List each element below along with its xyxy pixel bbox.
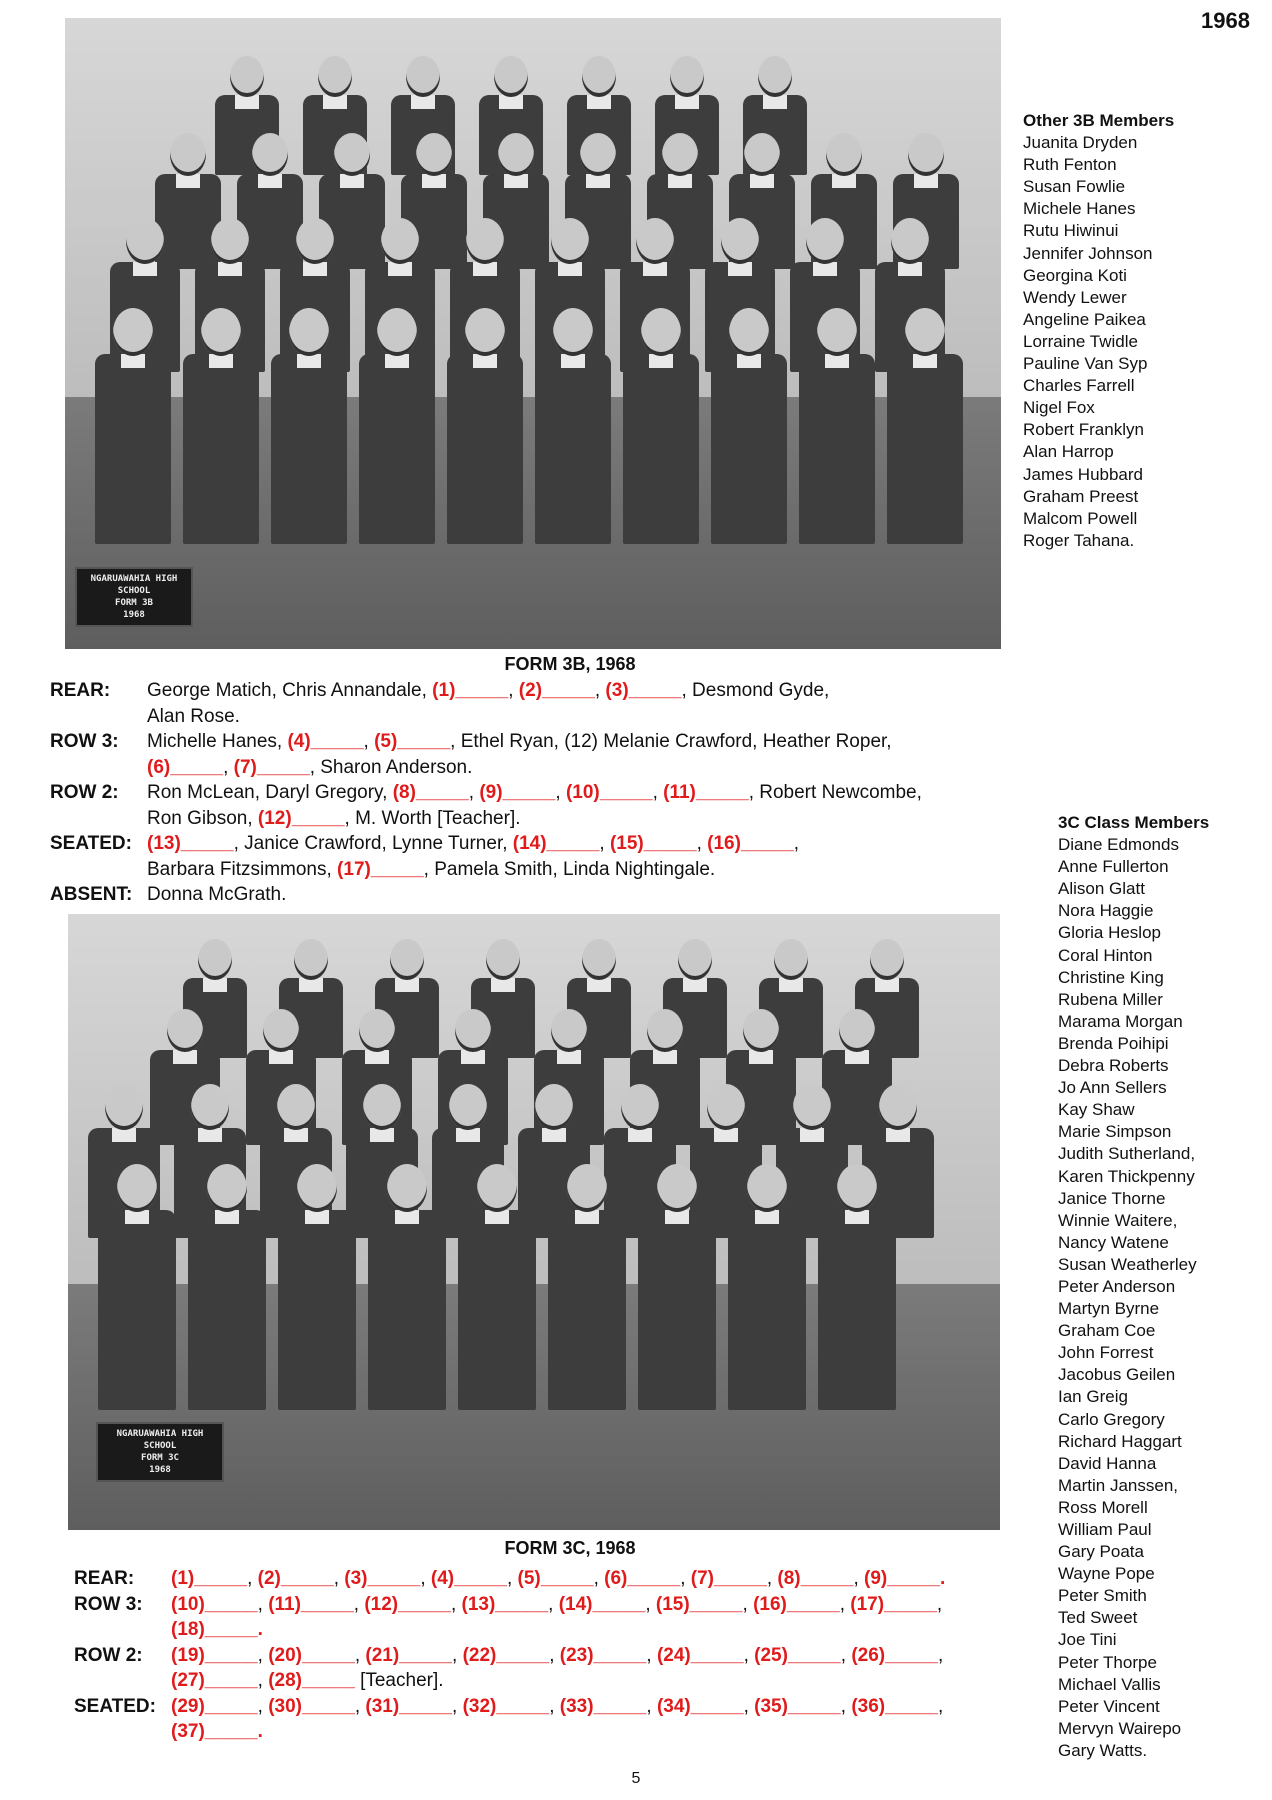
member-name: Jo Ann Sellers <box>1058 1078 1167 1098</box>
legend-text: , <box>743 1695 755 1717</box>
unknown-placeholder: (3)_____ <box>344 1568 421 1589</box>
other-3b-members-header: Other 3B Members <box>1023 111 1175 130</box>
legend-text: , <box>696 833 708 854</box>
legend-text: , <box>257 1695 269 1717</box>
unknown-placeholder: (13)_____ <box>461 1593 549 1615</box>
form-3b-legend <box>50 678 1010 908</box>
member-name: Christine King <box>1058 967 1164 987</box>
member-name: Nora Haggie <box>1058 901 1154 921</box>
legend-text: , <box>594 680 606 701</box>
member-name: Ruth Fenton <box>1023 155 1117 175</box>
legend-text: , <box>937 1695 944 1717</box>
legend-text: , <box>354 1695 366 1717</box>
unknown-placeholder: (22)_____ <box>462 1644 550 1666</box>
form-3c-legend <box>74 1566 1034 1745</box>
legend-text: , Robert Newcombe, <box>748 782 922 803</box>
member-name: David Hanna <box>1058 1453 1157 1473</box>
member-name: Jacobus Geilen <box>1058 1365 1176 1385</box>
unknown-placeholder: (16)_____ <box>753 1593 840 1615</box>
legend-text: Donna McGrath. <box>147 884 287 905</box>
unknown-placeholder: (15)_____ <box>609 833 697 854</box>
legend-text: , <box>599 833 610 854</box>
legend-text: , <box>793 833 800 854</box>
legend-line <box>147 729 1010 755</box>
legend-text: Michelle Hanes, <box>147 731 288 752</box>
legend-row-label: REAR: <box>50 680 111 701</box>
legend-text: Ron McLean, Daryl Gregory, <box>147 782 393 803</box>
member-name: Wayne Pope <box>1058 1564 1155 1584</box>
legend-text: , <box>548 1593 559 1615</box>
legend-row <box>50 831 1010 882</box>
legend-row <box>50 882 1010 908</box>
legend-line <box>147 704 1010 730</box>
legend-row <box>50 729 1010 780</box>
member-name: Gary Poata <box>1058 1542 1144 1562</box>
unknown-placeholder: (13)_____ <box>147 833 234 854</box>
unknown-placeholder: (6)_____ <box>604 1568 681 1589</box>
legend-text: , <box>450 1593 462 1615</box>
unknown-placeholder: (14)_____ <box>558 1593 646 1615</box>
unknown-placeholder: (17)_____ <box>337 858 424 880</box>
legend-row <box>74 1592 1034 1643</box>
unknown-placeholder: (6)_____ <box>147 756 224 778</box>
unknown-placeholder: (2)_____ <box>257 1568 334 1589</box>
legend-text: , <box>257 1670 269 1691</box>
member-name: Peter Vincent <box>1058 1696 1160 1716</box>
unknown-placeholder: (11)_____ <box>663 782 749 803</box>
unknown-placeholder: (36)_____ <box>851 1695 938 1717</box>
legend-text: , Pamela Smith, Linda Nightingale. <box>423 858 716 880</box>
unknown-placeholder: (9)_____ <box>479 782 556 803</box>
form-3c-title: FORM 3C, 1968 <box>504 1538 636 1558</box>
legend-text: , <box>420 1568 431 1589</box>
legend-line <box>147 780 1010 806</box>
member-name: Susan Weatherley <box>1058 1254 1197 1274</box>
legend-text: Alan Rose. <box>147 705 240 727</box>
member-name: Peter Anderson <box>1058 1276 1176 1296</box>
legend-text: , <box>937 1644 944 1666</box>
unknown-placeholder: (12)_____ <box>364 1593 451 1615</box>
member-name: Marama Morgan <box>1058 1011 1183 1031</box>
legend-row <box>50 780 1010 831</box>
unknown-placeholder: (2)_____ <box>518 680 595 701</box>
member-name: Nigel Fox <box>1023 398 1095 418</box>
unknown-placeholder: (11)_____ <box>268 1593 354 1615</box>
member-name: Graham Coe <box>1058 1321 1156 1341</box>
form-3b-title: FORM 3B, 1968 <box>504 654 636 674</box>
member-name: Angeline Paikea <box>1023 309 1146 329</box>
legend-line <box>171 1694 1034 1720</box>
unknown-placeholder: (21)_____ <box>365 1644 452 1666</box>
unknown-placeholder: (20)_____ <box>268 1644 355 1666</box>
unknown-placeholder: (33)_____ <box>559 1695 647 1717</box>
unknown-placeholder: (8)_____ <box>392 782 469 803</box>
legend-text: George Matich, Chris Annandale, <box>147 680 433 701</box>
member-name: Anne Fullerton <box>1058 857 1169 877</box>
other-3b-members-list <box>1023 110 1174 552</box>
unknown-placeholder: (30)_____ <box>268 1695 355 1717</box>
legend-line <box>171 1719 1034 1745</box>
member-name: John Forrest <box>1058 1343 1154 1363</box>
3c-class-members-header: 3C Class Members <box>1058 813 1210 832</box>
legend-row <box>50 678 1010 729</box>
unknown-placeholder: (4)_____ <box>430 1568 507 1589</box>
legend-text: , <box>363 731 375 752</box>
legend-row-label: SEATED: <box>50 833 132 854</box>
member-name: Judith Sutherland, <box>1058 1144 1196 1164</box>
unknown-placeholder: (25)_____ <box>754 1644 841 1666</box>
legend-text: , <box>549 1644 560 1666</box>
legend-text: , <box>333 1568 345 1589</box>
legend-text: , <box>506 1568 518 1589</box>
legend-text: , Desmond Gyde, <box>681 680 830 701</box>
legend-text: , <box>257 1644 269 1666</box>
legend-text: , <box>680 1568 691 1589</box>
legend-text: , <box>223 756 234 778</box>
legend-text: , <box>549 1695 560 1717</box>
legend-row <box>74 1694 1034 1745</box>
3c-class-members-list <box>1058 812 1209 1762</box>
member-name: Pauline Van Syp <box>1023 354 1148 374</box>
form-3c-photo <box>68 914 1000 1530</box>
legend-line <box>147 806 1010 832</box>
unknown-placeholder: (35)_____ <box>754 1695 841 1717</box>
legend-row-label: ROW 2: <box>50 782 119 803</box>
legend-row-label: REAR: <box>74 1568 135 1589</box>
legend-line <box>171 1566 1034 1592</box>
legend-text: , <box>452 1695 463 1717</box>
member-name: Brenda Poihipi <box>1058 1033 1169 1053</box>
legend-text: , <box>646 1644 657 1666</box>
member-name: Alan Harrop <box>1023 442 1114 462</box>
member-name: Jennifer Johnson <box>1023 243 1153 263</box>
member-name: Janice Thorne <box>1058 1188 1166 1208</box>
member-name: Mervyn Wairepo <box>1058 1718 1182 1738</box>
unknown-placeholder: (18)_____. <box>171 1619 263 1640</box>
form-3c-sign: NGARUAWAHIA HIGH SCHOOL FORM 3C 1968 <box>96 1422 224 1482</box>
member-name: Debra Roberts <box>1058 1056 1169 1076</box>
legend-line <box>147 678 1010 704</box>
member-name: Rutu Hiwinui <box>1023 221 1119 241</box>
unknown-placeholder: (5)_____ <box>374 731 451 752</box>
unknown-placeholder: (16)_____ <box>707 833 794 854</box>
legend-text: , <box>840 1644 852 1666</box>
member-name: Diane Edmonds <box>1058 835 1179 855</box>
legend-text: , <box>840 1695 852 1717</box>
legend-text: , <box>742 1593 754 1615</box>
legend-line <box>147 857 1010 883</box>
legend-text: , <box>452 1644 463 1666</box>
legend-text: , <box>257 1593 269 1615</box>
unknown-placeholder: (27)_____ <box>171 1670 258 1691</box>
legend-text: , <box>555 782 566 803</box>
legend-text: , <box>468 782 480 803</box>
member-name: Gloria Heslop <box>1058 923 1161 943</box>
legend-text: , <box>652 782 664 803</box>
unknown-placeholder: (28)_____ <box>268 1670 355 1691</box>
unknown-placeholder: (17)_____ <box>850 1593 937 1615</box>
unknown-placeholder: (37)_____. <box>171 1721 263 1742</box>
unknown-placeholder: (34)_____ <box>656 1695 744 1717</box>
member-name: Ted Sweet <box>1058 1608 1138 1628</box>
unknown-placeholder: (10)_____ <box>171 1593 258 1615</box>
member-name: Coral Hinton <box>1058 945 1153 965</box>
legend-text: , <box>839 1593 851 1615</box>
legend-text: Barbara Fitzsimmons, <box>147 858 338 880</box>
legend-line <box>171 1668 1034 1694</box>
member-name: Robert Franklyn <box>1023 420 1144 440</box>
legend-row-label: ROW 2: <box>74 1644 143 1666</box>
member-name: Richard Haggart <box>1058 1431 1182 1451</box>
member-name: Juanita Dryden <box>1023 133 1138 153</box>
unknown-placeholder: (3)_____ <box>605 680 682 701</box>
unknown-placeholder: (9)_____. <box>864 1568 946 1589</box>
member-name: Karen Thickpenny <box>1058 1166 1195 1186</box>
unknown-placeholder: (1)_____ <box>171 1568 248 1589</box>
legend-text: , Janice Crawford, Lynne Turner, <box>233 833 513 854</box>
legend-text: , Sharon Anderson. <box>309 756 473 778</box>
legend-text: , <box>646 1695 657 1717</box>
form-3b-photo <box>65 18 1001 649</box>
legend-text: , <box>936 1593 943 1615</box>
legend-text: , <box>853 1568 864 1589</box>
member-name: Nancy Watene <box>1058 1232 1169 1252</box>
member-name: Alison Glatt <box>1058 879 1145 899</box>
unknown-placeholder: (7)_____ <box>233 756 310 778</box>
legend-text: Ron Gibson, <box>147 807 258 829</box>
unknown-placeholder: (5)_____ <box>517 1568 594 1589</box>
member-name: Graham Preest <box>1023 486 1139 506</box>
legend-text: , <box>743 1644 755 1666</box>
legend-line <box>147 882 1010 908</box>
page-year: 1968 <box>1201 8 1250 33</box>
member-name: James Hubbard <box>1023 464 1144 484</box>
member-name: Winnie Waitere, <box>1058 1210 1178 1230</box>
page-number: 5 <box>631 1770 641 1787</box>
legend-row-label: ROW 3: <box>50 731 119 752</box>
legend-line <box>147 831 1010 857</box>
legend-text: , <box>645 1593 656 1615</box>
legend-row <box>74 1643 1034 1694</box>
member-name: Martin Janssen, <box>1058 1475 1178 1495</box>
member-name: Michael Vallis <box>1058 1674 1161 1694</box>
legend-row <box>74 1566 1034 1592</box>
unknown-placeholder: (19)_____ <box>171 1644 258 1666</box>
legend-text: , <box>354 1644 366 1666</box>
member-name: Ross Morell <box>1058 1497 1148 1517</box>
legend-line <box>171 1617 1034 1643</box>
unknown-placeholder: (14)_____ <box>512 833 600 854</box>
member-name: Susan Fowlie <box>1023 177 1126 197</box>
unknown-placeholder: (15)_____ <box>655 1593 743 1615</box>
member-name: Peter Smith <box>1058 1586 1147 1606</box>
unknown-placeholder: (26)_____ <box>851 1644 938 1666</box>
member-name: Malcom Powell <box>1023 508 1138 528</box>
legend-text: , <box>593 1568 605 1589</box>
member-name: Georgina Koti <box>1023 265 1127 285</box>
member-name: Peter Thorpe <box>1058 1652 1157 1672</box>
unknown-placeholder: (31)_____ <box>365 1695 452 1717</box>
member-name: Rubena Miller <box>1058 989 1163 1009</box>
unknown-placeholder: (12)_____ <box>257 807 345 829</box>
unknown-placeholder: (23)_____ <box>559 1644 647 1666</box>
unknown-placeholder: (29)_____ <box>171 1695 258 1717</box>
legend-line <box>171 1643 1034 1669</box>
member-name: Roger Tahana. <box>1023 530 1135 550</box>
member-name: Michele Hanes <box>1023 199 1136 219</box>
legend-line <box>147 755 1010 781</box>
legend-line <box>171 1592 1034 1618</box>
member-name: Lorraine Twidle <box>1023 331 1138 351</box>
legend-text: , Ethel Ryan, (12) Melanie Crawford, Heather Roper, <box>450 731 892 752</box>
legend-text: , <box>353 1593 365 1615</box>
member-name: Gary Watts. <box>1058 1740 1148 1760</box>
legend-text: , <box>766 1568 778 1589</box>
legend-text: , <box>247 1568 258 1589</box>
unknown-placeholder: (4)_____ <box>287 731 364 752</box>
unknown-placeholder: (8)_____ <box>777 1568 854 1589</box>
member-name: William Paul <box>1058 1520 1152 1539</box>
legend-text: , M. Worth [Teacher]. <box>344 807 521 829</box>
unknown-placeholder: (24)_____ <box>656 1644 744 1666</box>
unknown-placeholder: (10)_____ <box>565 782 653 803</box>
unknown-placeholder: (1)_____ <box>432 680 509 701</box>
form-3b-sign: NGARUAWAHIA HIGH SCHOOL FORM 3B 1968 <box>75 567 193 627</box>
unknown-placeholder: (32)_____ <box>462 1695 550 1717</box>
legend-text: , <box>508 680 519 701</box>
member-name: Marie Simpson <box>1058 1122 1172 1142</box>
member-name: Joe Tini <box>1058 1630 1117 1650</box>
unknown-placeholder: (7)_____ <box>690 1568 767 1589</box>
legend-text: [Teacher]. <box>354 1670 444 1691</box>
legend-row-label: SEATED: <box>74 1695 156 1717</box>
member-name: Wendy Lewer <box>1023 287 1127 307</box>
legend-row-label: ABSENT: <box>50 884 133 905</box>
member-name: Carlo Gregory <box>1058 1409 1165 1429</box>
member-name: Kay Shaw <box>1058 1100 1135 1120</box>
member-name: Charles Farrell <box>1023 376 1135 396</box>
legend-row-label: ROW 3: <box>74 1593 143 1615</box>
member-name: Ian Greig <box>1058 1387 1128 1407</box>
member-name: Martyn Byrne <box>1058 1299 1160 1319</box>
